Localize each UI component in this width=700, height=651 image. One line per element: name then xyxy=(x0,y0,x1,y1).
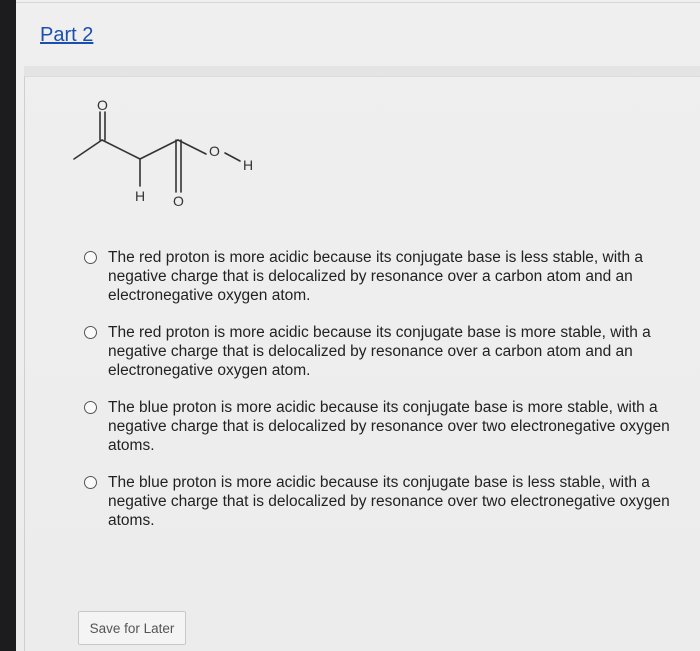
bond-methyl xyxy=(74,140,102,159)
atom-o-bottom: O xyxy=(173,193,184,209)
radio-button[interactable] xyxy=(84,476,97,489)
atom-h-left: H xyxy=(135,188,146,204)
option-text: The blue proton is more acidic because its conjugate base is less stable, with a negative charge that is delocalized by resonance over two electronegative oxygen atoms. xyxy=(108,474,670,529)
bond-c1-c2 xyxy=(102,140,140,159)
radio-button[interactable] xyxy=(84,326,97,339)
option-text: The red proton is more acidic because its conjugate base is less stable, with a negative charge that is delocalized by resonance over a carbon atom and an electronegative oxygen atom. xyxy=(108,249,644,304)
answer-option-2[interactable] xyxy=(84,323,684,380)
atom-h-right: H xyxy=(243,157,254,173)
bond-o-h xyxy=(225,153,240,161)
bond-c2-c3 xyxy=(140,140,178,159)
answer-option-4[interactable] xyxy=(84,473,684,530)
atom-o-top: O xyxy=(97,97,108,113)
answer-option-3[interactable] xyxy=(84,398,684,455)
option-text: The red proton is more acidic because its conjugate base is more stable, with a negative charge that is delocalized by resonance over a carbon atom and an electronegative oxygen atom. xyxy=(108,324,651,379)
part-header-bar xyxy=(24,66,700,76)
save-for-later-button[interactable]: Save for Later xyxy=(78,611,186,645)
radio-button[interactable] xyxy=(84,251,97,264)
bond-c3-o xyxy=(178,140,206,154)
part-2-link[interactable]: Part 2 xyxy=(40,24,94,46)
answer-options xyxy=(84,248,684,548)
option-text: The blue proton is more acidic because its conjugate base is more stable, with a negative charge that is delocalized by resonance over two electronegative oxygen atoms. xyxy=(108,399,670,454)
screen xyxy=(16,0,700,651)
molecule-structure xyxy=(60,90,280,220)
top-divider xyxy=(16,2,700,3)
radio-button[interactable] xyxy=(84,401,97,414)
atom-o-right: O xyxy=(209,143,220,159)
answer-option-1[interactable] xyxy=(84,248,684,305)
